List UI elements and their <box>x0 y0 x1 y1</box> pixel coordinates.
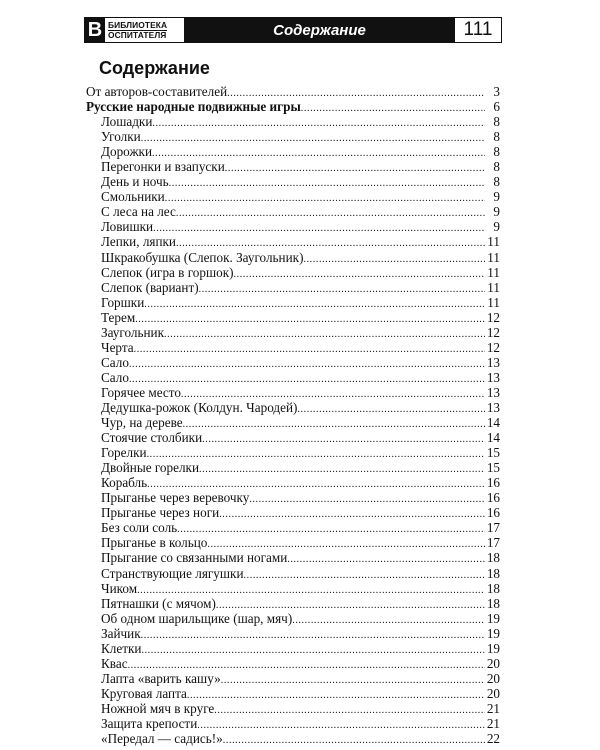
toc-entry-title: Русские народные подвижные игры <box>86 99 301 115</box>
toc-entry[interactable] <box>86 99 500 114</box>
toc-entry-page: 17 <box>486 520 500 536</box>
toc-entry[interactable] <box>86 159 500 174</box>
toc-entry-title: Горелки <box>101 445 147 461</box>
toc-entry-title: Корабль <box>101 475 148 491</box>
toc-entry-page: 20 <box>486 685 500 701</box>
toc-entry-page: 9 <box>493 204 500 220</box>
toc-entry-title: Пятнашки (с мячом) <box>101 595 216 611</box>
toc-entry-page: 18 <box>486 595 500 611</box>
toc-dot-leader <box>177 522 485 535</box>
toc-dot-leader <box>128 658 485 671</box>
toc-dot-leader <box>303 252 485 265</box>
toc-dot-leader <box>176 236 485 249</box>
toc-entry-title: С леса на лес <box>101 204 176 220</box>
toc-entry-page: 22 <box>486 731 500 747</box>
toc-entry-page: 3 <box>493 84 500 99</box>
toc-entry-page: 18 <box>486 580 500 596</box>
toc-entry[interactable] <box>86 445 500 460</box>
toc-entry-page: 15 <box>486 445 500 461</box>
toc-entry-page: 9 <box>493 189 500 205</box>
toc-dot-leader <box>141 628 485 641</box>
toc-entry-title: Двойные горелки <box>101 460 200 476</box>
toc-entry-title: Перегонки и взапуски <box>101 159 225 175</box>
toc-entry[interactable] <box>86 295 500 310</box>
toc-entry-title: Прыганье в кольцо <box>101 535 208 551</box>
toc-entry-page: 6 <box>493 99 500 115</box>
toc-entry-page: 18 <box>486 565 500 581</box>
toc-entry[interactable] <box>86 280 500 295</box>
toc-dot-leader <box>147 477 485 490</box>
toc-dot-leader <box>297 402 485 415</box>
toc-entry-page: 16 <box>486 490 500 506</box>
toc-dot-leader <box>216 598 485 611</box>
toc-dot-leader <box>181 387 485 400</box>
toc-dot-leader <box>169 176 485 189</box>
toc-entry[interactable] <box>86 656 500 671</box>
toc-entry-page: 17 <box>486 535 500 551</box>
toc-entry-title: Защита крепости <box>101 715 198 731</box>
toc-entry[interactable] <box>86 686 500 701</box>
toc-entry[interactable] <box>86 174 500 189</box>
toc-entry-page: 20 <box>486 670 500 686</box>
toc-entry-title: От авторов-составителей <box>86 84 228 99</box>
toc-entry-page: 21 <box>486 700 500 716</box>
toc-entry-page: 12 <box>486 339 500 355</box>
toc-entry-title: Зайчик <box>101 625 141 641</box>
toc-entry[interactable] <box>86 400 500 415</box>
logo-text <box>105 18 167 42</box>
toc-entry-title: Стоячие столбики <box>101 430 203 446</box>
toc-dot-leader <box>135 312 485 325</box>
toc-entry[interactable] <box>86 385 500 400</box>
series-logo <box>85 18 180 42</box>
toc-entry-title: Ножной мяч в круге <box>101 700 215 716</box>
toc-entry-title: Уголки <box>101 129 141 145</box>
toc-dot-leader <box>199 462 485 475</box>
toc-entry[interactable] <box>86 430 500 445</box>
toc-entry-page: 11 <box>487 249 500 265</box>
toc-entry-title: Заугольник <box>101 324 165 340</box>
toc-dot-leader <box>227 86 485 99</box>
toc-entry-title: Шкракобушка (Слепок. Заугольник) <box>101 249 304 265</box>
toc-entry-title: Лапта «варить кашу» <box>101 670 221 686</box>
toc-dot-leader <box>129 357 485 370</box>
toc-entry[interactable] <box>86 671 500 686</box>
toc-entry[interactable] <box>86 505 500 520</box>
toc-dot-leader <box>221 673 485 686</box>
toc-entry-page: 16 <box>486 475 500 491</box>
toc-entry-page: 18 <box>486 550 500 566</box>
toc-entry-title: Круговая лапта <box>101 685 187 701</box>
toc-entry-page: 21 <box>486 715 500 731</box>
toc-dot-leader <box>223 733 485 746</box>
toc-entry-title: Лепки, ляпки <box>101 234 176 250</box>
toc-entry[interactable] <box>86 626 500 641</box>
toc-entry-title: Сало <box>101 354 129 370</box>
toc-entry-title: Ловишки <box>101 219 154 235</box>
toc-entry[interactable] <box>86 310 500 325</box>
toc-entry[interactable] <box>86 535 500 550</box>
toc-entry-page: 11 <box>487 264 500 280</box>
toc-entry[interactable] <box>86 641 500 656</box>
toc-entry[interactable] <box>86 566 500 581</box>
page-number: 111 <box>455 18 501 42</box>
toc-entry-title: Терем <box>101 309 136 325</box>
section-banner: Содержание <box>184 18 455 42</box>
toc-entry-title: «Передал — садись!» <box>101 731 223 747</box>
toc-dot-leader <box>197 718 485 731</box>
toc-entry[interactable] <box>86 581 500 596</box>
toc-entry[interactable] <box>86 701 500 716</box>
toc-entry[interactable] <box>86 204 500 219</box>
logo-line-2: ОСПИТАТЕЛЯ <box>108 29 167 40</box>
logo-letter: B <box>85 18 105 42</box>
toc-entry-page: 14 <box>486 415 500 431</box>
toc-entry-title: Об одном шарильщике (шар, мяч) <box>101 610 293 626</box>
toc-dot-leader <box>164 327 485 340</box>
toc-dot-leader <box>225 161 485 174</box>
toc-entry-page: 11 <box>487 234 500 250</box>
toc-entry[interactable] <box>86 716 500 731</box>
toc-entry-title: Горшки <box>101 294 145 310</box>
toc-entry-page: 20 <box>486 655 500 671</box>
toc-entry-title: Странствующие лягушки <box>101 565 244 581</box>
toc-entry[interactable] <box>86 189 500 204</box>
toc-entry-title: Смольники <box>101 189 165 205</box>
table-of-contents <box>86 84 500 746</box>
toc-dot-leader <box>199 282 485 295</box>
toc-entry[interactable] <box>86 84 500 99</box>
toc-entry-page: 19 <box>486 625 500 641</box>
toc-entry[interactable] <box>86 460 500 475</box>
toc-entry-page: 8 <box>493 159 500 175</box>
toc-entry[interactable] <box>86 731 500 746</box>
toc-entry[interactable] <box>86 144 500 159</box>
toc-entry-title: Прыгание со связанными ногами <box>101 550 288 566</box>
toc-entry[interactable] <box>86 219 500 234</box>
toc-entry-page: 11 <box>487 294 500 310</box>
toc-dot-leader <box>153 221 485 234</box>
toc-dot-leader <box>183 417 485 430</box>
toc-entry-page: 13 <box>486 399 500 415</box>
toc-entry[interactable] <box>86 355 500 370</box>
toc-dot-leader <box>141 131 485 144</box>
toc-dot-leader <box>152 146 485 159</box>
toc-dot-leader <box>219 507 485 520</box>
toc-entry-page: 12 <box>486 324 500 340</box>
toc-entry-page: 15 <box>486 460 500 476</box>
toc-dot-leader <box>129 372 485 385</box>
toc-dot-leader <box>244 568 485 581</box>
toc-entry-page: 19 <box>486 640 500 656</box>
toc-dot-leader <box>207 537 485 550</box>
toc-dot-leader <box>134 342 485 355</box>
toc-entry-page: 16 <box>486 505 500 521</box>
toc-entry-title: Чур, на дереве <box>101 415 183 431</box>
toc-dot-leader <box>152 116 485 129</box>
toc-entry[interactable] <box>86 340 500 355</box>
toc-entry-title: День и ночь <box>101 174 169 190</box>
toc-entry-title: Слепок (игра в горшок) <box>101 264 234 280</box>
toc-entry-title: Слепок (вариант) <box>101 279 199 295</box>
toc-dot-leader <box>202 432 485 445</box>
toc-entry-page: 8 <box>493 114 500 130</box>
toc-dot-leader <box>214 703 485 716</box>
page-title: Содержание <box>99 58 210 78</box>
toc-entry-page: 13 <box>486 384 500 400</box>
toc-dot-leader <box>234 267 485 280</box>
toc-entry[interactable] <box>86 520 500 535</box>
toc-entry[interactable] <box>86 250 500 265</box>
toc-entry[interactable] <box>86 234 500 249</box>
toc-entry-title: Дедушка-рожок (Колдун. Чародей) <box>101 399 298 415</box>
toc-dot-leader <box>292 613 485 626</box>
toc-entry-page: 19 <box>486 610 500 626</box>
toc-entry-page: 13 <box>486 369 500 385</box>
toc-entry-page: 9 <box>493 219 500 235</box>
toc-entry-page: 8 <box>493 144 500 160</box>
toc-entry-title: Прыганье через ноги <box>101 505 220 521</box>
toc-entry-page: 8 <box>493 174 500 190</box>
toc-entry-page: 14 <box>486 430 500 446</box>
toc-entry-title: Чиком <box>101 580 138 596</box>
toc-entry-title: Квас <box>101 655 128 671</box>
toc-dot-leader <box>147 447 485 460</box>
toc-entry-title: Дорожки <box>101 144 153 160</box>
toc-entry-title: Без соли соль <box>101 520 178 536</box>
toc-entry[interactable] <box>86 490 500 505</box>
toc-dot-leader <box>165 191 485 204</box>
toc-entry-title: Сало <box>101 369 129 385</box>
toc-entry[interactable] <box>86 114 500 129</box>
toc-entry-title: Клетки <box>101 640 142 656</box>
toc-entry[interactable] <box>86 475 500 490</box>
toc-dot-leader <box>301 101 485 114</box>
logo-line-1: БИБЛИОТЕКА <box>108 19 168 30</box>
toc-entry[interactable] <box>86 596 500 611</box>
toc-entry-page: 11 <box>487 279 500 295</box>
toc-entry-title: Горячее место <box>101 384 181 400</box>
toc-dot-leader <box>249 492 485 505</box>
toc-dot-leader <box>144 297 485 310</box>
toc-entry[interactable] <box>86 265 500 280</box>
toc-entry-title: Прыганье через веревочку <box>101 490 250 506</box>
toc-entry-title: Лошадки <box>101 114 153 130</box>
toc-entry[interactable] <box>86 325 500 340</box>
toc-entry[interactable] <box>86 415 500 430</box>
toc-dot-leader <box>176 206 485 219</box>
toc-dot-leader <box>141 643 485 656</box>
toc-dot-leader <box>287 552 485 565</box>
running-header <box>84 17 502 43</box>
toc-entry-page: 13 <box>486 354 500 370</box>
toc-entry-page: 8 <box>493 129 500 145</box>
toc-entry-title: Черта <box>101 339 134 355</box>
toc-entry[interactable] <box>86 550 500 565</box>
toc-dot-leader <box>187 688 485 701</box>
toc-entry[interactable] <box>86 611 500 626</box>
toc-entry[interactable] <box>86 129 500 144</box>
toc-entry[interactable] <box>86 370 500 385</box>
toc-entry-page: 12 <box>486 309 500 325</box>
toc-dot-leader <box>137 583 485 596</box>
